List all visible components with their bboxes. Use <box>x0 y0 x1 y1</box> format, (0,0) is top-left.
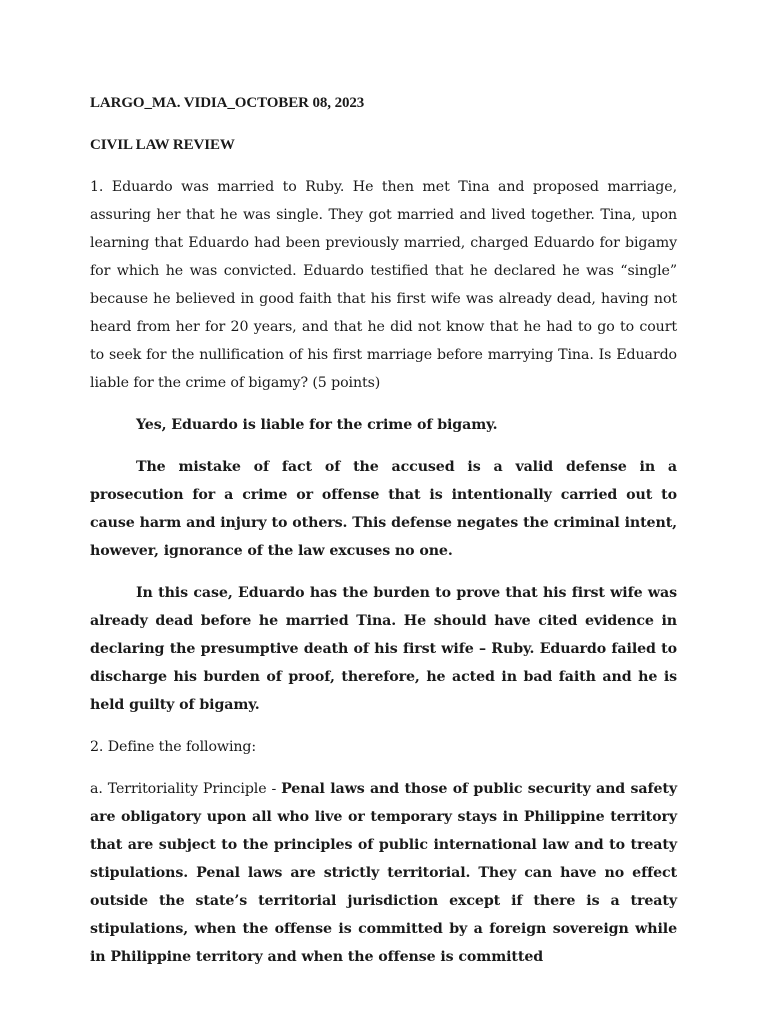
question-1-answer-intro: Yes, Eduardo is liable for the crime of bigamy. <box>136 417 498 433</box>
document-subject: CIVIL LAW REVIEW <box>90 137 235 153</box>
item-a-answer: Penal laws and those of public security and safety are obligatory upon all who live or temporary stays in Philippine territory that are subject to the principles of public international law and to treaty stipulations. Penal laws are strictly territorial. They can have no effect outside the state’s territorial jurisdiction except if there is a treaty stipulations, when the offense is committed by a foreign sovereign while in Philippine territory and when the offense is committed <box>90 781 677 965</box>
question-1-answer-paragraph-2: In this case, Eduardo has the burden to prove that his first wife was already dead before he married Tina. He should have cited evidence in declaring the presumptive death of his first wife – Ruby. Eduardo failed to discharge his burden of proof, therefore, he acted in bad faith and he is held guilty of bigamy. <box>90 585 677 713</box>
item-a-label: a. Territoriality Principle - <box>90 781 282 797</box>
question-2-text: 2. Define the following: <box>90 739 257 755</box>
document-title-line: LARGO_MA. VIDIA_OCTOBER 08, 2023 <box>90 95 365 111</box>
question-2-item-a <box>90 775 677 971</box>
document-content <box>90 89 677 971</box>
question-1-answer-paragraph-1: The mistake of fact of the accused is a valid defense in a prosecution for a crime or offense that is intentionally carried out to cause harm and injury to others. This defense negates the criminal intent, however, ignorance of the law excuses no one. <box>90 459 677 559</box>
question-1-text: 1. Eduardo was married to Ruby. He then met Tina and proposed marriage, assuring her that he was single. They got married and lived together. Tina, upon learning that Eduardo had been previously married, charged Eduardo for bigamy for which he was convicted. Eduardo testified that he declared he was “single” because he believed in good faith that his first wife was already dead, having not heard from her for 20 years, and that he did not know that he had to go to court to seek for the nullification of his first marriage before marrying Tina. Is Eduardo liable for the crime of bigamy? (5 points) <box>90 179 677 391</box>
